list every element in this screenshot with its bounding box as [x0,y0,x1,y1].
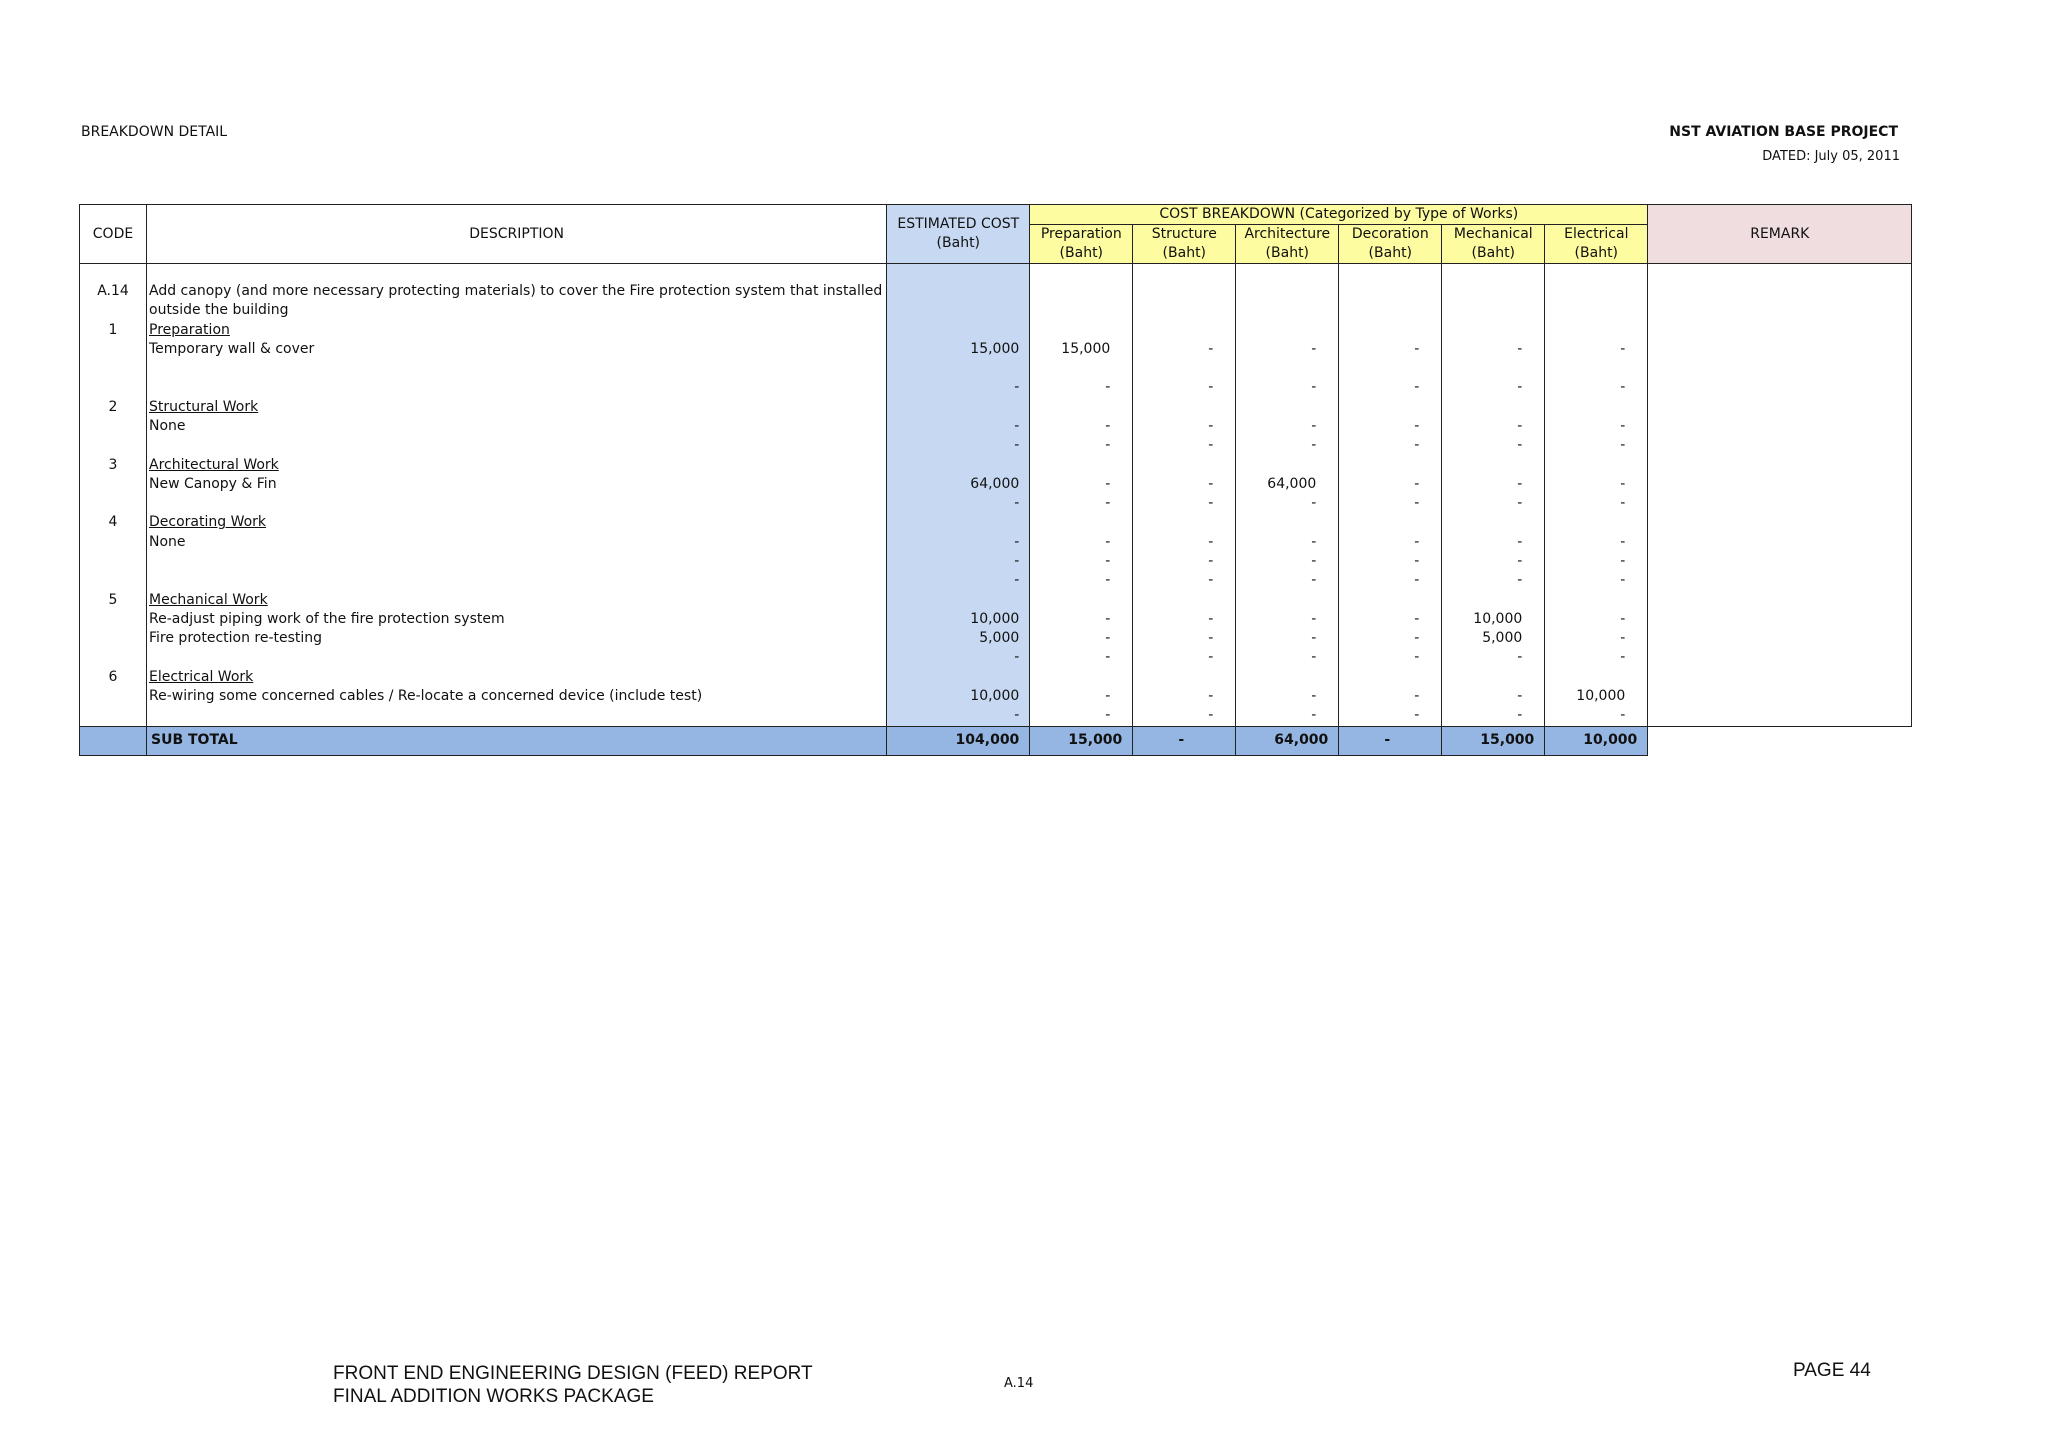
breakdown-cell: - [1545,340,1648,359]
breakdown-cell: - [1339,629,1442,648]
description-cell [147,378,887,397]
breakdown-cell: - [1236,552,1339,571]
estimated-cost-cell: - [887,706,1030,726]
breakdown-cell [1442,301,1545,320]
description-cell [147,571,887,590]
header-architecture: Architecture (Baht) [1236,225,1339,264]
section-row [80,513,1912,532]
breakdown-cell [1339,282,1442,301]
remark-cell [1648,590,1912,609]
breakdown-cell: - [1236,571,1339,590]
breakdown-cell: - [1030,436,1133,455]
estimated-cost-cell: 5,000 [887,629,1030,648]
code-cell [80,610,147,629]
remark-cell [1648,378,1912,397]
remark-cell [1648,264,1912,283]
breakdown-cell: - [1236,417,1339,436]
header-decoration: Decoration (Baht) [1339,225,1442,264]
breakdown-cell: - [1236,340,1339,359]
breakdown-cell: - [1545,706,1648,726]
breakdown-cell [1442,359,1545,378]
estimated-cost-cell: - [887,552,1030,571]
remark-cell [1648,455,1912,474]
breakdown-cell: - [1030,494,1133,513]
breakdown-cell [1030,264,1133,283]
estimated-cost-cell [887,264,1030,283]
line-item-row [80,475,1912,494]
breakdown-cell [1133,590,1236,609]
breakdown-cell: - [1133,687,1236,706]
header-code: CODE [80,205,147,264]
breakdown-cell [1133,359,1236,378]
breakdown-cell: - [1442,417,1545,436]
estimated-cost-cell: - [887,533,1030,552]
remark-cell [1648,494,1912,513]
code-cell [80,706,147,726]
date-label: DATED: July 05, 2011 [1762,149,1900,164]
breakdown-cell: - [1030,417,1133,436]
header-remark: REMARK [1648,205,1912,264]
breakdown-cell [1030,282,1133,301]
breakdown-cell [1030,513,1133,532]
breakdown-cell: - [1339,417,1442,436]
remark-cell [1648,475,1912,494]
header-structure: Structure (Baht) [1133,225,1236,264]
line-item-row [80,629,1912,648]
breakdown-cell: - [1030,571,1133,590]
code-cell [80,687,147,706]
breakdown-cell: 10,000 [1442,610,1545,629]
breakdown-cell [1545,397,1648,416]
code-cell [80,629,147,648]
breakdown-cell [1133,513,1236,532]
estimated-cost-cell: 15,000 [887,340,1030,359]
description-cell: Electrical Work [147,668,887,687]
breakdown-cell: - [1339,610,1442,629]
remark-cell [1648,321,1912,340]
breakdown-cell [1545,455,1648,474]
code-cell [80,494,147,513]
remark-cell [1648,533,1912,552]
code-cell [80,475,147,494]
breakdown-cell [1133,397,1236,416]
subtotal-breakdown-cell: 64,000 [1236,726,1339,755]
remark-cell [1648,282,1912,301]
breakdown-cell [1339,264,1442,283]
description-cell: New Canopy & Fin [147,475,887,494]
breakdown-cell: - [1339,533,1442,552]
breakdown-cell [1545,668,1648,687]
subtotal-code-cell [80,726,147,755]
table-body [80,264,1912,756]
breakdown-cell: - [1545,648,1648,667]
breakdown-cell: - [1442,687,1545,706]
breakdown-cell: - [1339,494,1442,513]
breakdown-cell: - [1545,378,1648,397]
breakdown-cell [1545,590,1648,609]
breakdown-cell: - [1236,687,1339,706]
code-cell [80,436,147,455]
breakdown-cell: - [1545,629,1648,648]
breakdown-cell: - [1442,571,1545,590]
breakdown-cell: - [1236,494,1339,513]
breakdown-cell: - [1236,610,1339,629]
subtotal-breakdown-cell: 15,000 [1442,726,1545,755]
breakdown-cell: - [1339,475,1442,494]
breakdown-cell: - [1030,648,1133,667]
description-cell [147,494,887,513]
description-cell: Re-adjust piping work of the fire protection system [147,610,887,629]
breakdown-cell: - [1133,706,1236,726]
breakdown-cell: - [1339,706,1442,726]
breakdown-cell [1236,455,1339,474]
breakdown-cell: - [1339,378,1442,397]
description-cell: Preparation [147,321,887,340]
breakdown-cell [1133,668,1236,687]
code-cell: 6 [80,668,147,687]
remark-cell [1648,417,1912,436]
breakdown-cell: - [1442,436,1545,455]
report-title-line1: FRONT END ENGINEERING DESIGN (FEED) REPORT [333,1363,813,1384]
breakdown-cell: - [1442,552,1545,571]
estimated-cost-cell [887,513,1030,532]
breakdown-cell: - [1442,340,1545,359]
breakdown-cell: 64,000 [1236,475,1339,494]
line-item-row [80,610,1912,629]
line-item-row [80,417,1912,436]
spacer-row [80,264,1912,283]
breakdown-cell: - [1133,494,1236,513]
breakdown-cell: - [1545,475,1648,494]
breakdown-cell: - [1133,475,1236,494]
breakdown-cell [1236,264,1339,283]
description-cell: Add canopy (and more necessary protecting materials) to cover the Fire protection system that installed [147,282,887,301]
breakdown-cell [1030,359,1133,378]
breakdown-cell [1442,397,1545,416]
breakdown-cell [1236,301,1339,320]
remark-cell [1648,629,1912,648]
code-cell [80,417,147,436]
estimated-cost-cell: 64,000 [887,475,1030,494]
remark-cell [1648,706,1912,726]
breakdown-cell [1545,282,1648,301]
breakdown-cell: - [1339,340,1442,359]
breakdown-cell [1030,590,1133,609]
breakdown-cell: 5,000 [1442,629,1545,648]
breakdown-cell: - [1133,378,1236,397]
breakdown-cell [1442,282,1545,301]
breakdown-cell: - [1133,610,1236,629]
description-cell [147,706,887,726]
breakdown-cell: - [1545,533,1648,552]
code-cell: 4 [80,513,147,532]
estimated-cost-cell [887,359,1030,378]
remark-cell [1648,397,1912,416]
code-cell [80,552,147,571]
breakdown-cell: - [1133,417,1236,436]
description-cell [147,648,887,667]
breakdown-cell: - [1545,552,1648,571]
project-name: NST AVIATION BASE PROJECT [1669,124,1898,140]
breakdown-cell: - [1133,648,1236,667]
description-cell: Mechanical Work [147,590,887,609]
subtotal-breakdown-cell: - [1339,726,1442,755]
remark-cell [1648,687,1912,706]
breakdown-cell [1442,590,1545,609]
estimated-cost-cell: - [887,436,1030,455]
breakdown-cell: - [1133,629,1236,648]
breakdown-cell: - [1339,648,1442,667]
breakdown-cell: - [1442,706,1545,726]
description-cell: None [147,417,887,436]
breakdown-cell [1442,668,1545,687]
blank-value-row [80,706,1912,726]
breakdown-cell: - [1030,610,1133,629]
footer-code: A.14 [1004,1376,1034,1391]
line-item-row [80,687,1912,706]
description-cell [147,264,887,283]
breakdown-cell [1545,264,1648,283]
remark-cell [1648,648,1912,667]
blank-value-row [80,378,1912,397]
remark-cell [1648,513,1912,532]
header-preparation: Preparation (Baht) [1030,225,1133,264]
header-description: DESCRIPTION [147,205,887,264]
breakdown-cell: - [1442,494,1545,513]
breakdown-cell: - [1236,533,1339,552]
code-cell: 2 [80,397,147,416]
blank-value-row [80,436,1912,455]
header-estimated-cost [887,205,1030,264]
estimated-cost-cell: - [887,378,1030,397]
breakdown-cell: - [1030,378,1133,397]
subtotal-estimated: 104,000 [887,726,1030,755]
description-cell [147,359,887,378]
description-cell: Temporary wall & cover [147,340,887,359]
breakdown-cell: - [1236,706,1339,726]
code-cell [80,648,147,667]
subtotal-breakdown-cell: - [1133,726,1236,755]
header-mechanical: Mechanical (Baht) [1442,225,1545,264]
subtotal-label: SUB TOTAL [147,726,887,755]
header-estimated-cost-label: ESTIMATED COST [897,216,1020,232]
blank-value-row [80,571,1912,590]
description-cell: None [147,533,887,552]
estimated-cost-cell: 10,000 [887,610,1030,629]
code-cell [80,301,147,320]
remark-cell [1648,552,1912,571]
breakdown-cell: - [1133,533,1236,552]
breakdown-cell: - [1545,417,1648,436]
sheet-title: BREAKDOWN DETAIL [81,124,228,140]
breakdown-cell: - [1030,533,1133,552]
estimated-cost-cell [887,301,1030,320]
breakdown-cell [1339,301,1442,320]
section-row [80,321,1912,340]
section-row [80,455,1912,474]
breakdown-cell [1339,397,1442,416]
code-cell [80,378,147,397]
remark-cell [1648,668,1912,687]
breakdown-cell: - [1133,571,1236,590]
remark-cell [1648,359,1912,378]
breakdown-cell [1339,513,1442,532]
section-row [80,590,1912,609]
breakdown-cell: - [1236,629,1339,648]
page-number: PAGE 44 [1793,1360,1871,1381]
item-row [80,282,1912,301]
description-cell [147,552,887,571]
breakdown-cell [1339,359,1442,378]
estimated-cost-cell: 10,000 [887,687,1030,706]
description-cell: Re-wiring some concerned cables / Re-locate a concerned device (include test) [147,687,887,706]
code-cell [80,264,147,283]
breakdown-cell: - [1030,552,1133,571]
breakdown-cell: - [1339,436,1442,455]
remark-cell [1648,436,1912,455]
section-row [80,668,1912,687]
breakdown-cell [1236,359,1339,378]
blank-value-row [80,494,1912,513]
breakdown-cell [1236,513,1339,532]
breakdown-cell [1545,513,1648,532]
breakdown-cell: - [1442,648,1545,667]
header-electrical: Electrical (Baht) [1545,225,1648,264]
estimated-cost-cell [887,455,1030,474]
breakdown-table [79,204,1912,756]
remark-cell [1648,340,1912,359]
remark-cell [1648,301,1912,320]
header-cost-breakdown: COST BREAKDOWN (Categorized by Type of Works) [1030,205,1648,225]
breakdown-cell: 10,000 [1545,687,1648,706]
breakdown-cell: - [1442,533,1545,552]
code-cell [80,533,147,552]
subtotal-remark-cell [1648,726,1912,755]
line-item-row [80,533,1912,552]
estimated-cost-cell [887,590,1030,609]
breakdown-cell [1339,321,1442,340]
blank-value-row [80,648,1912,667]
breakdown-cell: 15,000 [1030,340,1133,359]
header-estimated-cost-unit: (Baht) [936,235,981,251]
blank-value-row [80,552,1912,571]
breakdown-cell: - [1133,552,1236,571]
estimated-cost-cell: - [887,648,1030,667]
estimated-cost-cell: - [887,571,1030,590]
breakdown-cell: - [1030,629,1133,648]
description-cell: Structural Work [147,397,887,416]
estimated-cost-cell [887,321,1030,340]
breakdown-cell [1545,359,1648,378]
breakdown-cell: - [1339,571,1442,590]
breakdown-cell [1030,455,1133,474]
code-cell: 3 [80,455,147,474]
subtotal-row [80,726,1912,755]
breakdown-cell [1030,668,1133,687]
report-title-line2: FINAL ADDITION WORKS PACKAGE [333,1386,654,1407]
description-cell: Fire protection re-testing [147,629,887,648]
description-cell: Architectural Work [147,455,887,474]
breakdown-cell [1442,264,1545,283]
breakdown-cell: - [1545,610,1648,629]
breakdown-cell [1236,282,1339,301]
breakdown-cell [1545,321,1648,340]
breakdown-cell [1442,513,1545,532]
estimated-cost-cell: - [887,494,1030,513]
description-cell: Decorating Work [147,513,887,532]
breakdown-cell [1133,282,1236,301]
estimated-cost-cell: - [887,417,1030,436]
code-cell: 5 [80,590,147,609]
breakdown-cell [1339,668,1442,687]
line-item-row [80,340,1912,359]
breakdown-cell [1339,590,1442,609]
breakdown-cell: - [1236,436,1339,455]
breakdown-cell [1236,321,1339,340]
code-cell [80,571,147,590]
breakdown-cell: - [1030,706,1133,726]
breakdown-cell [1133,455,1236,474]
breakdown-cell: - [1133,436,1236,455]
subtotal-breakdown-cell: 15,000 [1030,726,1133,755]
code-cell: A.14 [80,282,147,301]
breakdown-cell [1442,455,1545,474]
breakdown-cell: - [1133,340,1236,359]
breakdown-cell: - [1442,378,1545,397]
breakdown-cell: - [1545,571,1648,590]
breakdown-cell: - [1236,648,1339,667]
breakdown-cell: - [1339,687,1442,706]
item-row [80,301,1912,320]
breakdown-cell [1236,590,1339,609]
breakdown-cell [1339,455,1442,474]
breakdown-cell: - [1030,475,1133,494]
breakdown-cell [1133,321,1236,340]
blank-row [80,359,1912,378]
breakdown-cell [1442,321,1545,340]
section-row [80,397,1912,416]
breakdown-cell [1133,264,1236,283]
breakdown-cell [1030,397,1133,416]
remark-cell [1648,571,1912,590]
breakdown-cell [1030,321,1133,340]
estimated-cost-cell [887,668,1030,687]
breakdown-cell: - [1339,552,1442,571]
estimated-cost-cell [887,282,1030,301]
code-cell: 1 [80,321,147,340]
breakdown-cell: - [1545,436,1648,455]
breakdown-cell: - [1442,475,1545,494]
subtotal-breakdown-cell: 10,000 [1545,726,1648,755]
breakdown-cell: - [1030,687,1133,706]
breakdown-cell [1133,301,1236,320]
report-title [333,1362,813,1408]
breakdown-cell [1236,668,1339,687]
description-cell: outside the building [147,301,887,320]
description-cell [147,436,887,455]
estimated-cost-cell [887,397,1030,416]
breakdown-cell: - [1545,494,1648,513]
breakdown-cell [1030,301,1133,320]
code-cell [80,359,147,378]
breakdown-cell [1236,397,1339,416]
code-cell [80,340,147,359]
breakdown-cell [1545,301,1648,320]
remark-cell [1648,610,1912,629]
breakdown-cell: - [1236,378,1339,397]
